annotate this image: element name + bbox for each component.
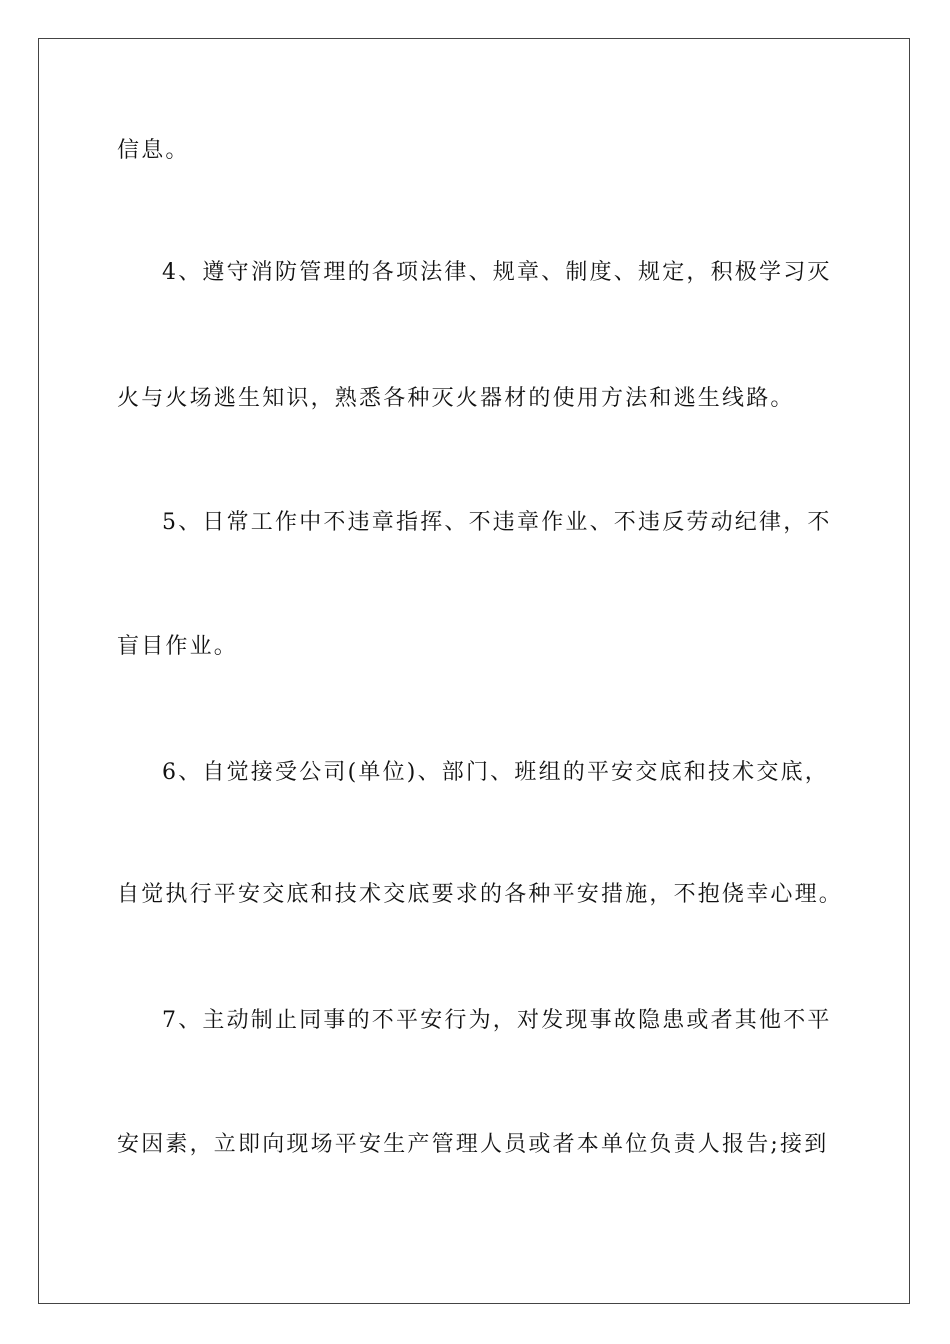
text-line-5: 盲目作业。: [117, 634, 239, 659]
page-border: [38, 38, 910, 1304]
text-line-3: 火与火场逃生知识，熟悉各种灭火器材的使用方法和逃生线路。: [117, 386, 795, 411]
text-line-6: 6、自觉接受公司(单位)、部门、班组的平安交底和技术交底，: [162, 760, 829, 785]
text-line-1: 信息。: [117, 138, 190, 163]
text-line-7: 自觉执行平安交底和技术交底要求的各种平安措施，不抱侥幸心理。: [117, 882, 844, 907]
text-line-2: 4、遵守消防管理的各项法律、规章、制度、规定，积极学习灭: [162, 260, 832, 285]
text-line-8: 7、主动制止同事的不平安行为，对发现事故隐患或者其他不平: [162, 1008, 832, 1033]
text-line-4: 5、日常工作中不违章指挥、不违章作业、不违反劳动纪律，不: [162, 510, 832, 535]
text-line-9: 安因素，立即向现场平安生产管理人员或者本单位负责人报告;接到: [117, 1132, 829, 1157]
